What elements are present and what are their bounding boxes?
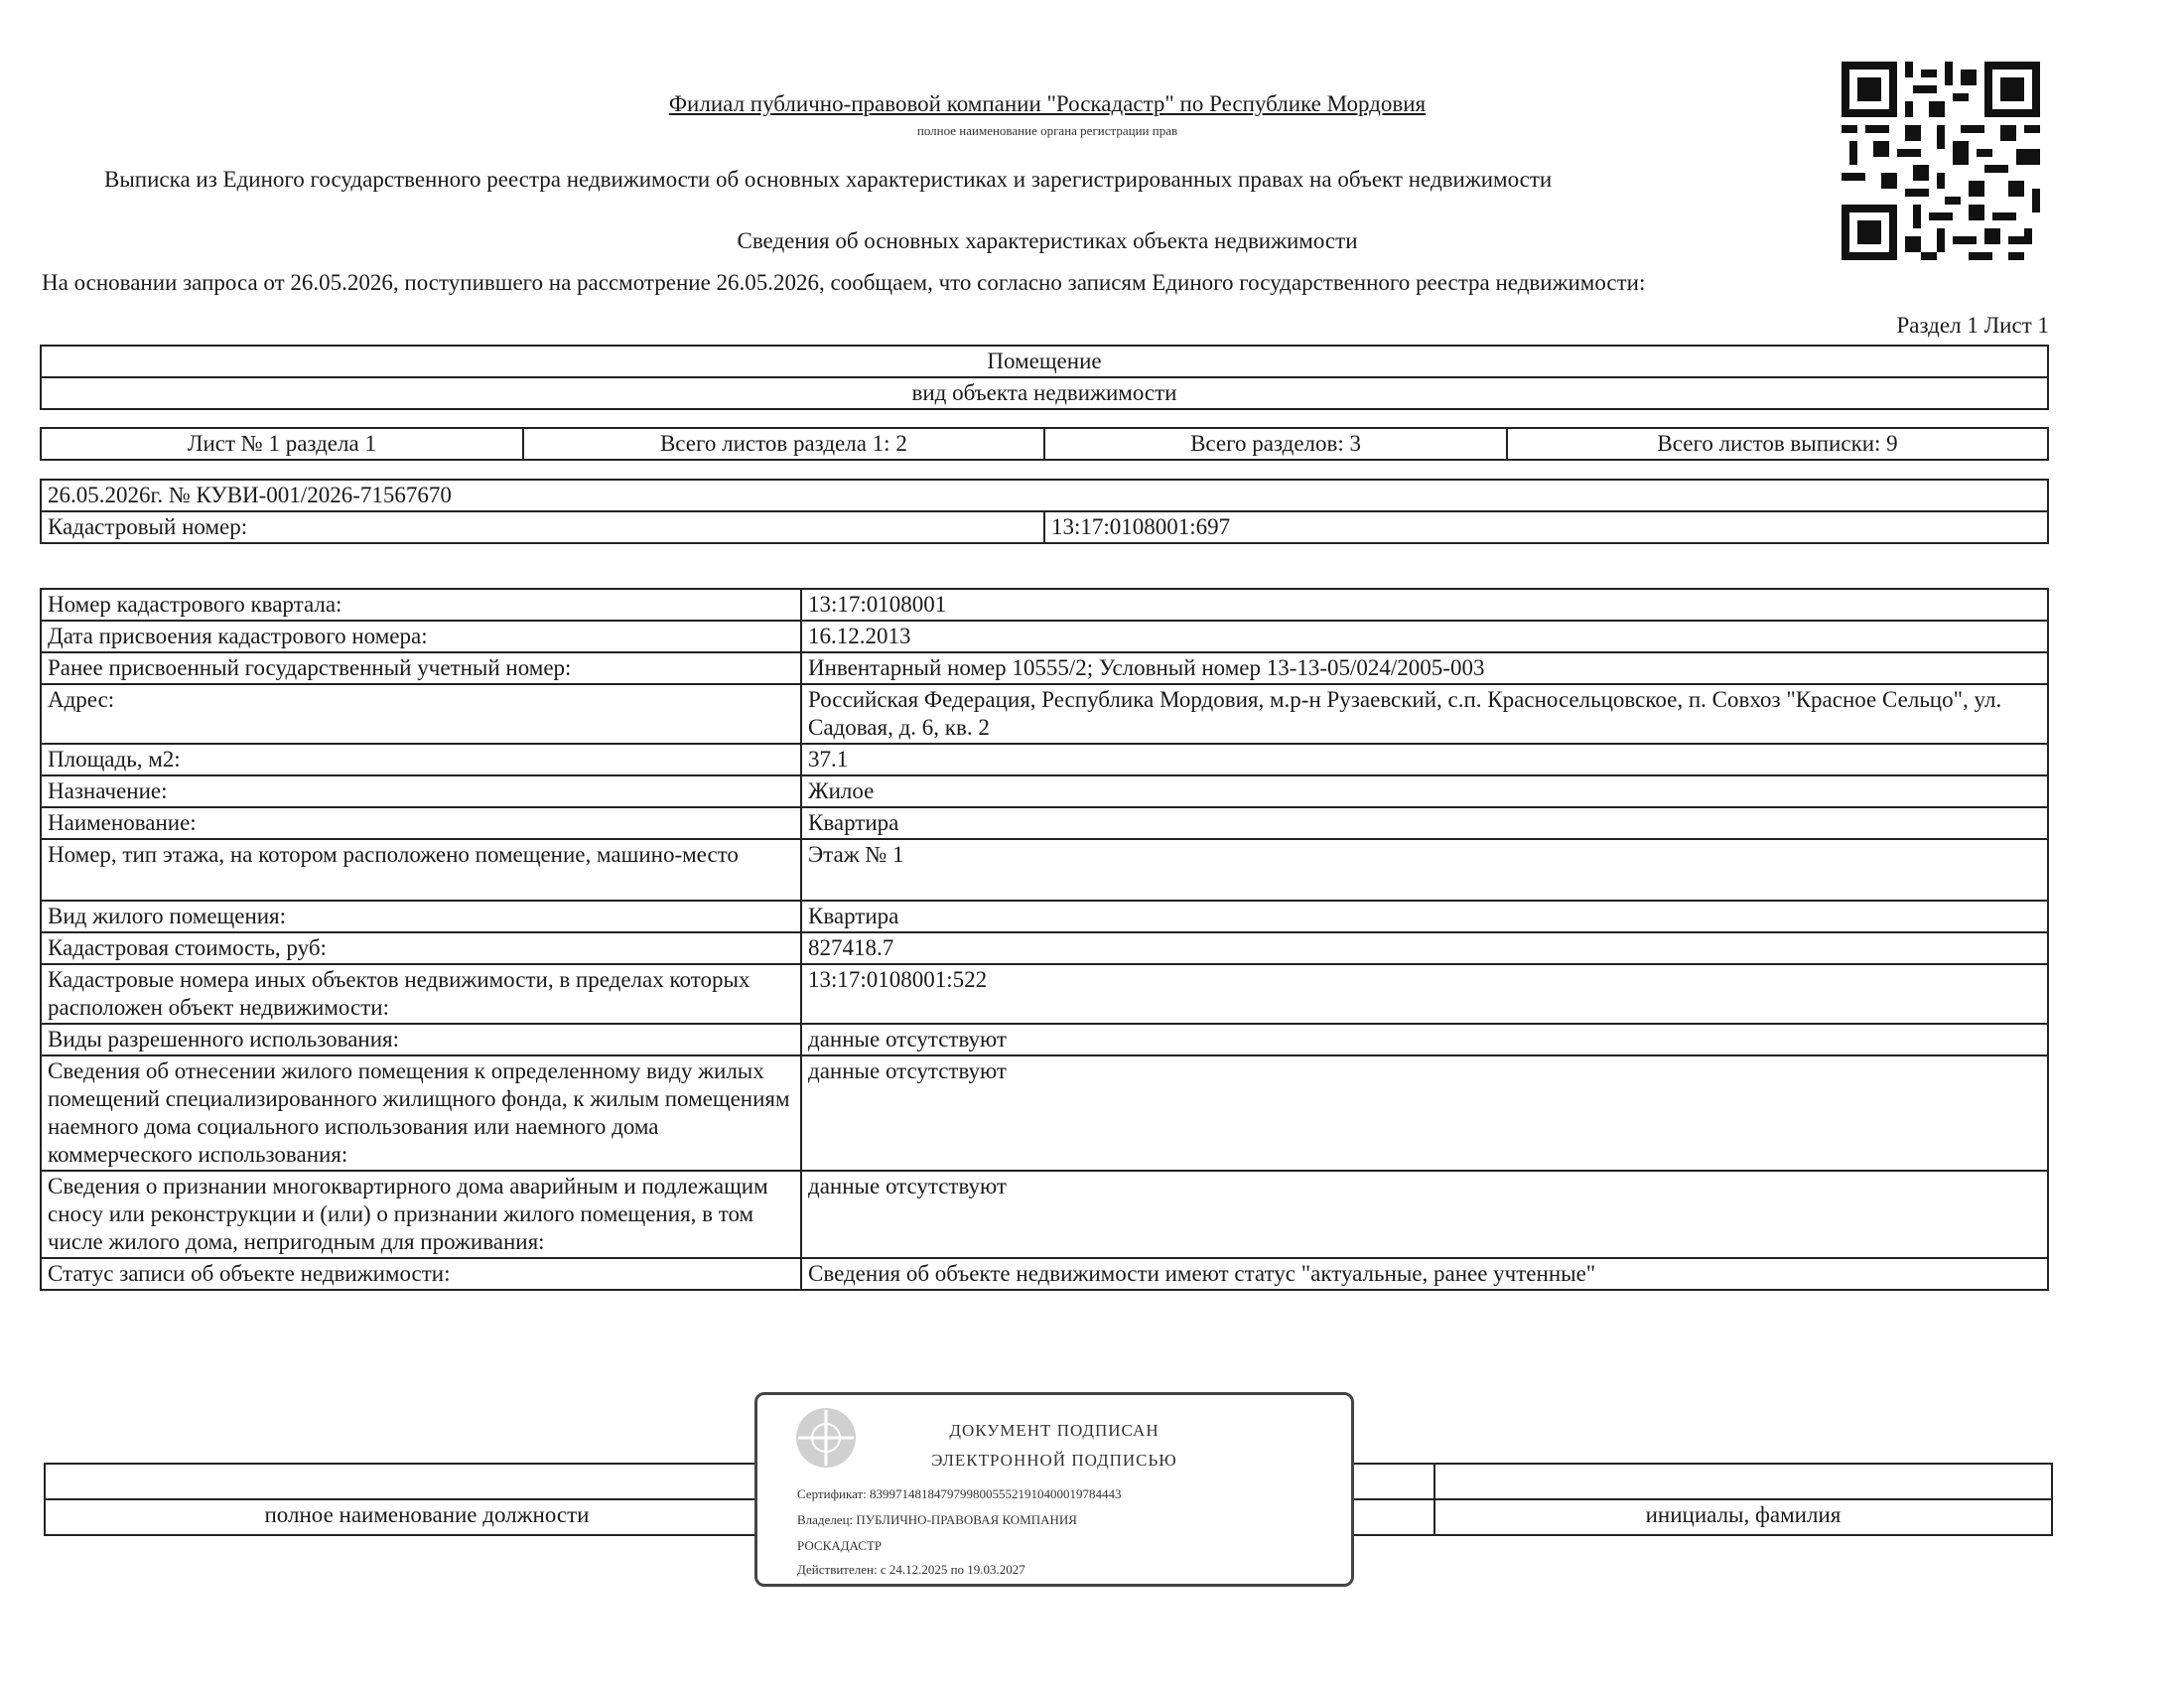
row-value: Квартира [801,901,2048,932]
row-value: 13:17:0108001:522 [801,964,2048,1024]
position-field [45,1464,809,1499]
row-value: Жилое [801,775,2048,807]
table-row [41,589,2048,621]
row-label: Номер, тип этажа, на котором расположено помещение, машино-место [41,839,801,901]
row-label: Площадь, м2: [41,744,801,775]
table-row [41,1024,2048,1055]
stamp-certificate: Сертификат: 839971481847979980055521910400019784443 [797,1486,1122,1501]
total-section-sheets: Всего листов раздела 1: 2 [523,428,1044,460]
row-label: Вид жилого помещения: [41,901,801,932]
object-type-caption: вид объекта недвижимости [41,377,2048,409]
row-label: Кадастровая стоимость, руб: [41,932,801,964]
table-row [41,807,2048,839]
section-sheet-label: Раздел 1 Лист 1 [1896,313,2049,338]
table-row [41,684,2048,744]
row-label: Наименование: [41,807,801,839]
row-label: Сведения о признании многоквартирного дома аварийным и подлежащим сносу или реконструкции и (или) о признании жилого помещения, в том числе жилого дома, непригодным для проживания: [41,1171,801,1258]
row-value: 13:17:0108001 [801,589,2048,621]
table-row [41,964,2048,1024]
org-caption: полное наименование органа регистрации прав [916,123,1178,138]
name-caption: инициалы, фамилия [1434,1499,2052,1535]
row-label: Ранее присвоенный государственный учетный номер: [41,652,801,684]
row-value: данные отсутствуют [801,1024,2048,1055]
cadastral-number-label: Кадастровый номер: [41,511,1044,543]
digital-signature-stamp [754,1392,1354,1587]
position-caption: полное наименование должности [45,1499,809,1535]
sheets-info [40,427,2049,461]
table-row [41,621,2048,652]
row-value: 827418.7 [801,932,2048,964]
table-row [41,775,2048,807]
qr-code-icon [1842,62,2040,260]
table-row [41,652,2048,684]
stamp-owner: Владелец: ПУБЛИЧНО-ПРАВОВАЯ КОМПАНИЯ [797,1512,1077,1527]
request-line: На основании запроса от 26.05.2026, поступившего на рассмотрение 26.05.2026, сообщаем, что согласно записям Единого государственного реестра недвижимости: [42,270,1646,295]
org-name: Филиал публично-правовой компании "Роскадастр" по Республике Мордовия [668,91,1427,116]
row-value: Квартира [801,807,2048,839]
row-label: Статус записи об объекте недвижимости: [41,1258,801,1290]
table-row [41,932,2048,964]
characteristics-table [40,588,2049,1291]
row-value: 16.12.2013 [801,621,2048,652]
registration-box [40,479,2049,544]
row-value: данные отсутствуют [801,1171,2048,1258]
registration-number: 26.05.2026г. № КУВИ-001/2026-71567670 [41,480,2048,511]
stamp-line-1: ДОКУМЕНТ ПОДПИСАН [949,1421,1160,1440]
table-row [41,839,2048,901]
row-value: Этаж № 1 [801,839,2048,901]
row-label: Назначение: [41,775,801,807]
object-type: Помещение [41,346,2048,377]
row-value: данные отсутствуют [801,1055,2048,1171]
stamp-validity: Действителен: с 24.12.2025 по 19.03.2027 [797,1562,1025,1577]
row-label: Кадастровые номера иных объектов недвижимости, в пределах которых расположен объект недвижимости: [41,964,801,1024]
row-label: Адрес: [41,684,801,744]
table-row [41,744,2048,775]
table-row [41,901,2048,932]
document-title: Выписка из Единого государственного реестра недвижимости об основных характеристиках и зарегистрированных правах на объект недвижимости [104,167,1553,192]
table-row [41,1171,2048,1258]
row-value: Российская Федерация, Республика Мордовия, м.р-н Рузаевский, с.п. Красносельцовское, п. Совхоз "Красное Сельцо", ул. Садовая, д. 6, кв. 2 [801,684,2048,744]
cadastral-number-value: 13:17:0108001:697 [1044,511,2048,543]
row-value: Инвентарный номер 10555/2; Условный номер 13-13-05/024/2005-003 [801,652,2048,684]
row-label: Дата присвоения кадастрового номера: [41,621,801,652]
table-row [41,1258,2048,1290]
table-row [41,1055,2048,1171]
total-sheets: Всего листов выписки: 9 [1507,428,2048,460]
row-label: Виды разрешенного использования: [41,1024,801,1055]
row-value: 37.1 [801,744,2048,775]
sheet-number: Лист № 1 раздела 1 [41,428,523,460]
object-type-box [40,345,2049,410]
row-value: Сведения об объекте недвижимости имеют статус "актуальные, ранее учтенные" [801,1258,2048,1290]
row-label: Номер кадастрового квартала: [41,589,801,621]
document-subtitle: Сведения об основных характеристиках объекта недвижимости [737,228,1358,253]
stamp-line-2: ЭЛЕКТРОННОЙ ПОДПИСЬЮ [931,1451,1177,1470]
row-label: Сведения об отнесении жилого помещения к определенному виду жилых помещений специализированного жилищного фонда, к жилым помещениям наемного дома социального использования или наемного дома коммерческого использования: [41,1055,801,1171]
name-field [1434,1464,2052,1499]
total-sections: Всего разделов: 3 [1044,428,1507,460]
stamp-owner-org: РОСКАДАСТР [797,1538,883,1553]
